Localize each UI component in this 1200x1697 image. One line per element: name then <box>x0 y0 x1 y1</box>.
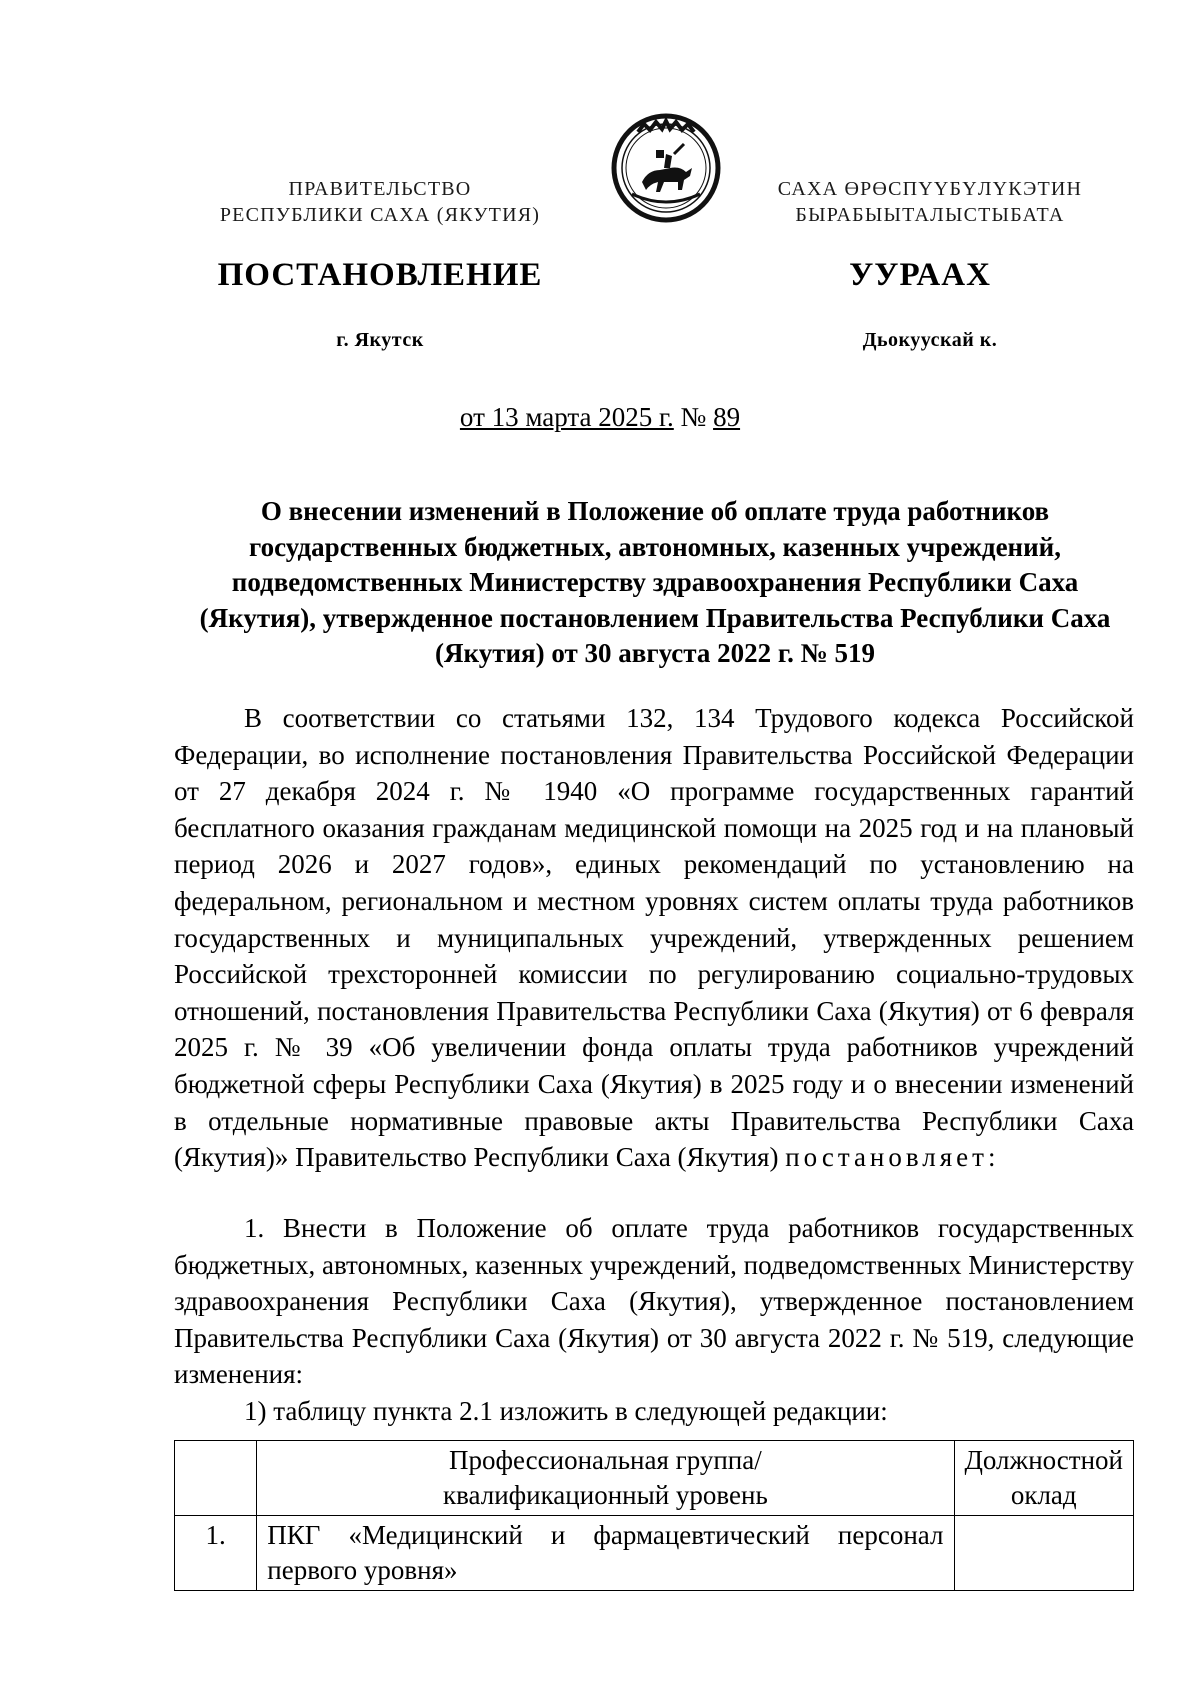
preamble-text: В соответствии со статьями 132, 134 Трудового кодекса Российской Федерации, во исполнение постановления Правительства Российской Федерации от 27 декабря 2024 г. № 1940 «О программе государственных гарантий бесплатного оказания гражданам медицинской помощи на 2025 год и на плановый период 2026 и 2027 годов», единых рекомендаций по установлению на федеральном, региональном и местном уровнях систем оплаты труда работников государственных и муниципальных учреждений, утвержденных решением Российской трехсторонней комиссии по регулированию социально-трудовых отношений, постановления Правительства Республики Саха (Якутия) от 6 февраля 2025 г. № 39 «Об увеличении фонда оплаты труда работников учреждений бюджетной сферы Республики Саха (Якутия) в 2025 году и о внесении изменений в отдельные нормативные правовые акты Правительства Республики Саха (Якутия)» Правительство Республики Саха (Якутия) <box>174 703 1134 1173</box>
government-name-sah-line1: САХА ӨРӨСПҮҮБҮЛҮКЭТИН <box>777 178 1083 200</box>
doc-type-ru: ПОСТАНОВЛЕНИЕ <box>217 257 543 293</box>
table-header-num <box>175 1441 257 1516</box>
number-sign: № <box>680 402 707 432</box>
city-ru: г. Якутск <box>336 329 424 351</box>
government-name-ru <box>180 176 580 228</box>
decree-word: постановляет: <box>785 1142 1000 1173</box>
table-header-salary-line1: Должностной <box>964 1445 1123 1475</box>
subitem-1-paragraph <box>174 1393 1134 1430</box>
doc-type-sah: УУРААХ <box>849 257 991 293</box>
item-1-text: 1. Внести в Положение об оплате труда работников государственных бюджетных, автономных, казенных учреждений, подведомственных Министерству здравоохранения Республики Саха (Якутия), утвержденное постановлением Правительства Республики Саха (Якутия) от 30 августа 2022 г. № 519, следующие изменения: <box>174 1213 1134 1390</box>
city-sah: Дьокуускай к. <box>862 329 998 351</box>
decree-date-line <box>0 402 1200 433</box>
decree-title: О внесении изменений в Положение об оплате труда работников государственных бюджетных, автономных, казенных учреждений, подведомственных Министерству здравоохранения Республики Саха (Якутия), утвержденное постановлением Правительства Республики Саха (Якутия) от 30 августа 2022 г. № 519 <box>199 496 1111 668</box>
table-row-name: ПКГ «Медицинский и фармацевтический персонал первого уровня» <box>257 1516 954 1591</box>
table-header-salary <box>954 1441 1134 1516</box>
table-header-group <box>257 1441 954 1516</box>
table-row <box>175 1516 1134 1591</box>
table-header-salary-line2: оклад <box>1010 1480 1077 1510</box>
table-header-row <box>175 1441 1134 1516</box>
government-name-ru-line2: РЕСПУБЛИКИ САХА (ЯКУТИЯ) <box>219 204 541 226</box>
table-header-group-line1: Профессиональная группа/ <box>449 1445 762 1475</box>
table-header-group-line2: квалификационный уровень <box>443 1480 768 1510</box>
preamble-paragraph <box>174 700 1134 1176</box>
salary-table <box>174 1440 1134 1591</box>
republic-emblem-icon <box>608 110 724 226</box>
table-row-num: 1. <box>175 1516 257 1591</box>
government-name-sah-line2: БЫРАБЫЫТАЛЫСТЫБАТА <box>795 204 1065 226</box>
decree-date: от 13 марта 2025 г. <box>459 402 674 432</box>
government-name-sah <box>740 176 1120 228</box>
table-row-salary <box>954 1516 1134 1591</box>
subitem-1-text: 1) таблицу пункта 2.1 изложить в следующей редакции: <box>244 1396 888 1426</box>
decree-number: 89 <box>713 402 741 432</box>
item-1-paragraph <box>174 1210 1134 1393</box>
government-name-ru-line1: ПРАВИТЕЛЬСТВО <box>288 178 472 200</box>
